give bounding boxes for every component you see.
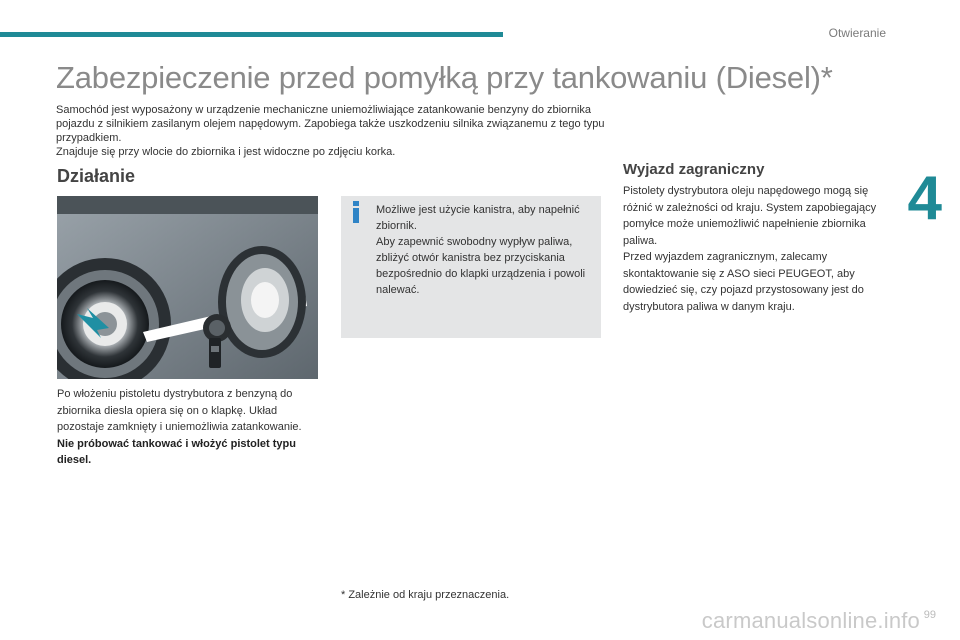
abroad-heading: Wyjazd zagraniczny — [623, 161, 765, 178]
page-title: Zabezpieczenie przed pomyłką przy tankowaniu (Diesel)* — [56, 60, 833, 95]
caption-text: Po włożeniu pistoletu dystrybutora z benzyną do zbiornika diesla opiera się on o klapkę. Układ pozostaje zamknięty i uniemożliwia zatankowanie. — [57, 388, 302, 433]
abroad-paragraph: Pistolety dystrybutora oleju napędowego mogą się różnić w zależności od kraju. System zapobiegający pomyłce może uniemożliwić napełnienie zbiornika paliwa. — [623, 185, 877, 247]
fuel-filler-photo — [57, 196, 318, 379]
info-line: Aby zapewnić swobodny wypływ paliwa, zbliżyć otwór kanistra bez przyciskania bezpośrednio do klapki urządzenia i powoli nalewać. — [376, 236, 586, 296]
info-icon — [349, 201, 363, 223]
footnote: * Zależnie od kraju przeznaczenia. — [341, 589, 510, 601]
intro-text — [56, 103, 616, 159]
abroad-text — [623, 183, 893, 315]
info-text — [376, 202, 588, 298]
watermark: carmanualsonline.info — [701, 608, 920, 633]
section-name: Otwieranie — [828, 26, 886, 40]
page-number: 99 — [923, 609, 936, 621]
abroad-paragraph: Przed wyjazdem zagranicznym, zalecamy skontaktowanie się z ASO sieci PEUGEOT, aby dowiedzieć się, czy pojazd przystosowany jest do dystrybutora paliwa w danym kraju. — [623, 251, 864, 313]
warning-text: Nie próbować tankować i włożyć pistolet typu diesel. — [57, 437, 296, 466]
info-line: Możliwe jest użycie kanistra, aby napełnić zbiornik. — [376, 204, 580, 232]
operation-heading: Działanie — [57, 166, 136, 186]
operation-caption — [57, 386, 319, 469]
header-accent-bar — [0, 32, 503, 37]
chapter-number: 4 — [907, 164, 942, 233]
intro-paragraph: Samochód jest wyposażony w urządzenie mechaniczne uniemożliwiające zatankowanie benzyny do zbiornika pojazdu z silnikiem zasilanym olejem napędowym. Zapobiega także uszkodzeniu silnika związanemu z tego typu przypadkiem. — [56, 104, 605, 144]
intro-paragraph: Znajduje się przy wlocie do zbiornika i jest widoczne po zdjęciu korka. — [56, 146, 396, 158]
